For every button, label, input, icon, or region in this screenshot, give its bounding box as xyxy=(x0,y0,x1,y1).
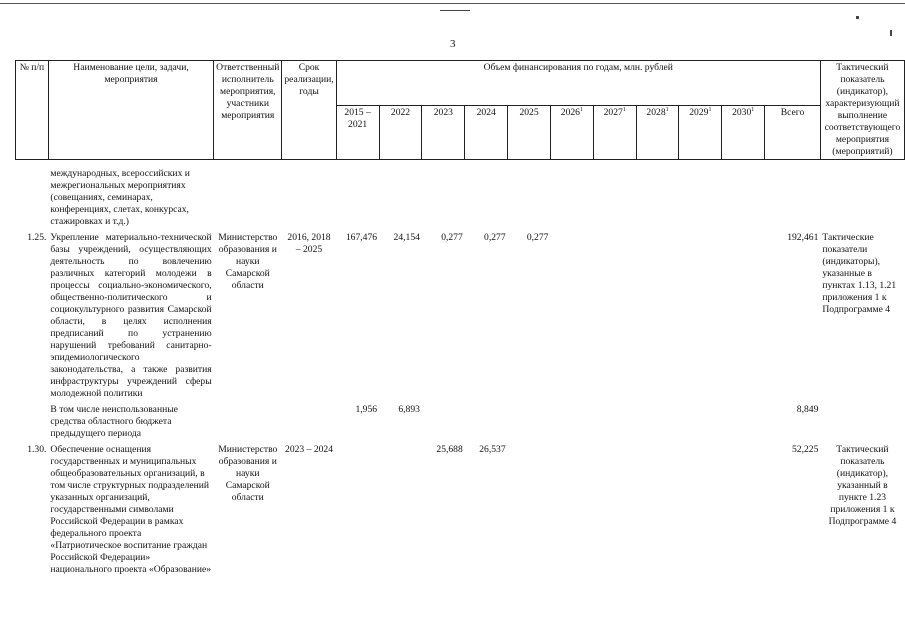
row-name: В том числе неиспользованные средства областного бюджета предыдущего периода xyxy=(50,403,178,439)
row-indicator: Тактический показатель (индикатор), указанный в пункте 1.23 приложения 1 к Подпрограмме 4 xyxy=(828,443,897,527)
value-total: 52,225 xyxy=(791,443,819,455)
header-year-2027: 2027$^1$ xyxy=(593,106,636,160)
table-row xyxy=(16,444,905,576)
header-year-2026: 2026$^1$ xyxy=(550,106,593,160)
header-year-2022: 2022 xyxy=(379,106,422,160)
row-responsible: Министерство образования и науки Самарской области xyxy=(218,231,278,291)
scan-mark xyxy=(440,10,470,11)
header-year-2015: 2015 – 2021 xyxy=(336,106,379,160)
scan-mark xyxy=(890,30,892,36)
header-finance: Объем финансирования по годам, млн. рублей xyxy=(336,61,820,106)
value-total: 8,849 xyxy=(796,403,819,415)
value-2025: 0,277 xyxy=(526,231,549,243)
table-row-continuation xyxy=(16,168,905,228)
header-year-2030: 2030$^1$ xyxy=(722,106,765,160)
row-term: 2016, 2018 – 2025 xyxy=(287,231,331,255)
value-2024: 26,537 xyxy=(479,443,506,455)
row-indicator: Тактические показатели (индикаторы), указанные в пунктах 1.13, 1.21 приложения 1 к Подпрограмме 4 xyxy=(822,231,897,315)
value-2024: 0,277 xyxy=(484,231,506,243)
header-year-2028: 2028$^1$ xyxy=(636,106,679,160)
header-indicator: Тактический показатель (индикатор), характеризующий выполнение соответствующего мероприятия (мероприятий) xyxy=(820,61,904,160)
page-number: 3 xyxy=(450,38,456,50)
continuation-text: международных, всероссийских и межрегиональных мероприятиях (совещаниях, семинарах, конференциях, слетах, конкурсах, стажировках и т.д.) xyxy=(50,168,190,227)
value-2015: 167,476 xyxy=(345,231,378,243)
header-year-2023: 2023 xyxy=(422,106,465,160)
row-name: Укрепление материально-технической базы учреждений, осуществляющих деятельность по вовлечению различных категорий молодежи в процессы социально-экономического, общественно-политического и социокультурного развития Самарской области, в целях исполнения предписаний по устранению нарушений требований санитарно-эпидемиологического законодательства, а также развития инфраструктуры учреждений сферы молодежной политики xyxy=(50,231,212,399)
value-2022: 24,154 xyxy=(393,231,420,243)
value-2022: 6,893 xyxy=(398,403,420,415)
header-year-2024: 2024 xyxy=(465,106,508,160)
row-responsible: Министерство образования и науки Самарской области xyxy=(218,443,278,503)
header-term: Срок реализации, годы xyxy=(282,61,336,160)
row-term: 2023 – 2024 xyxy=(285,443,333,455)
value-2023: 0,277 xyxy=(441,231,463,243)
value-2023: 25,688 xyxy=(436,443,463,455)
page-top-border xyxy=(0,3,905,4)
header-total: Всего xyxy=(765,106,821,160)
table-row xyxy=(16,404,905,440)
header-num: № п/п xyxy=(16,61,49,160)
value-total: 192,461 xyxy=(787,231,819,243)
scan-mark xyxy=(856,16,859,19)
row-number: 1.30. xyxy=(27,443,47,455)
header-year-2029: 2029$^1$ xyxy=(679,106,722,160)
header-responsible: Ответственный исполнитель мероприятия, участники мероприятия xyxy=(214,61,282,160)
value-2015: 1,956 xyxy=(355,403,378,415)
financing-table xyxy=(15,60,905,575)
header-year-2025: 2025 xyxy=(508,106,551,160)
row-name: Обеспечение оснащения государственных и муниципальных общеобразовательных организаций, в том числе структурных подразделений указанных организаций, государственными символами Российской Федерации в рамках федерального проекта «Патриотическое воспитание граждан Российской Федерации» национального проекта «Образование» xyxy=(50,443,212,575)
table-row xyxy=(16,232,905,400)
row-number: 1.25. xyxy=(27,231,47,243)
header-name: Наименование цели, задачи, мероприятия xyxy=(48,61,213,160)
